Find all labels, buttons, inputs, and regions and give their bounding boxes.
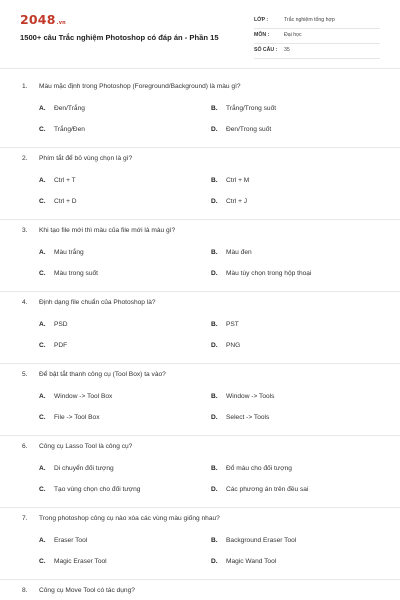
option-letter: A. [39, 465, 46, 472]
meta-label: SỐ CÂU : [254, 47, 278, 53]
answer-option[interactable] [211, 486, 308, 493]
option-text: File -> Tool Box [54, 414, 100, 421]
question-list [0, 76, 400, 600]
option-letter: B. [211, 537, 218, 544]
option-letter: D. [211, 270, 218, 277]
option-text: PSD [54, 321, 68, 328]
question-text: Để bật tắt thanh công cụ (Tool Box) ta vào? [39, 371, 166, 378]
option-letter: A. [39, 105, 46, 112]
option-letter: A. [39, 393, 46, 400]
question-number: 5. [22, 371, 28, 378]
option-text: Đen/Trong suốt [226, 126, 272, 133]
answer-option[interactable] [211, 537, 296, 544]
question-number: 8. [22, 587, 28, 594]
option-letter: B. [211, 177, 218, 184]
answer-option[interactable] [211, 465, 292, 472]
header-divider [0, 68, 400, 69]
meta-value: Trắc nghiệm tổng hợp [284, 17, 335, 23]
answer-option[interactable] [39, 126, 85, 133]
option-text: Magic Wand Tool [226, 558, 277, 565]
question-number: 7. [22, 515, 28, 522]
option-text: Màu trong suốt [54, 270, 98, 277]
answer-option[interactable] [39, 321, 68, 328]
question-item [0, 580, 400, 600]
document-meta [254, 14, 380, 59]
option-letter: C. [39, 198, 46, 205]
logo-suffix: .vn [56, 20, 66, 26]
option-letter: C. [39, 486, 46, 493]
page-header [0, 0, 400, 62]
option-text: PDF [54, 342, 68, 349]
question-item [0, 292, 400, 364]
option-letter: C. [39, 126, 46, 133]
option-letter: C. [39, 414, 46, 421]
answer-option[interactable] [39, 486, 140, 493]
site-logo[interactable] [20, 12, 66, 27]
question-item [0, 508, 400, 580]
option-text: Các phương án trên đều sai [226, 486, 309, 493]
option-text: Select -> Tools [226, 414, 270, 421]
question-number: 2. [22, 155, 28, 162]
answer-option[interactable] [211, 342, 240, 349]
question-text: Trong photoshop công cụ nào xóa các vùng màu giống nhau? [39, 515, 220, 522]
option-text: Window -> Tools [226, 393, 275, 400]
answer-option[interactable] [39, 270, 98, 277]
option-letter: B. [211, 105, 218, 112]
question-number: 3. [22, 227, 28, 234]
option-text: Eraser Tool [54, 537, 88, 544]
meta-row-count [254, 44, 380, 59]
answer-option[interactable] [39, 249, 84, 256]
answer-option[interactable] [211, 177, 249, 184]
option-text: Ctrl + J [226, 198, 248, 205]
question-number: 4. [22, 299, 28, 306]
option-text: PNG [226, 342, 241, 349]
question-item [0, 364, 400, 436]
option-letter: D. [211, 198, 218, 205]
question-number: 6. [22, 443, 28, 450]
meta-row-class [254, 14, 380, 29]
option-letter: A. [39, 321, 46, 328]
answer-option[interactable] [39, 342, 67, 349]
answer-option[interactable] [39, 414, 100, 421]
answer-option[interactable] [211, 321, 239, 328]
answer-option[interactable] [211, 249, 252, 256]
option-text: Màu trắng [54, 249, 84, 256]
option-text: Trắng/Trong suốt [226, 105, 277, 112]
question-text: Định dạng file chuẩn của Photoshop là? [39, 299, 156, 306]
question-text: Công cụ Move Tool có tác dụng? [39, 587, 135, 594]
option-text: Tạo vùng chọn cho đối tượng [54, 486, 141, 493]
answer-option[interactable] [39, 393, 112, 400]
answer-option[interactable] [211, 414, 269, 421]
option-text: Màu đen [226, 249, 252, 256]
option-letter: C. [39, 270, 46, 277]
question-item [0, 436, 400, 508]
option-letter: A. [39, 249, 46, 256]
meta-row-subject [254, 29, 380, 44]
option-text: Window -> Tool Box [54, 393, 113, 400]
option-text: Trắng/Đen [54, 126, 85, 133]
option-text: Background Eraser Tool [226, 537, 297, 544]
option-letter: D. [211, 126, 218, 133]
option-text: Ctrl + T [54, 177, 76, 184]
option-letter: D. [211, 486, 218, 493]
answer-option[interactable] [211, 198, 247, 205]
option-letter: A. [39, 177, 46, 184]
question-number: 1. [22, 83, 28, 90]
option-text: Di chuyển đối tượng [54, 465, 114, 472]
answer-option[interactable] [211, 126, 271, 133]
document-title: 1500+ câu Trắc nghiệm Photoshop có đáp án - Phần 15 [20, 33, 219, 42]
answer-option[interactable] [211, 393, 274, 400]
option-letter: B. [211, 465, 218, 472]
option-text: PST [226, 321, 239, 328]
option-letter: D. [211, 414, 218, 421]
option-text: Đen/Trắng [54, 105, 85, 112]
question-text: Màu mặc định trong Photoshop (Foreground/Background) là màu gì? [39, 83, 241, 90]
answer-option[interactable] [211, 558, 276, 565]
answer-option[interactable] [211, 270, 311, 277]
answer-option[interactable] [39, 558, 107, 565]
meta-value: 35 [284, 47, 290, 53]
question-text: Phím tắt để bỏ vùng chọn là gì? [39, 155, 133, 162]
option-letter: B. [211, 249, 218, 256]
answer-option[interactable] [39, 105, 85, 112]
option-text: Magic Eraser Tool [54, 558, 107, 565]
answer-option[interactable] [39, 198, 77, 205]
option-letter: A. [39, 537, 46, 544]
question-item [0, 148, 400, 220]
option-letter: D. [211, 342, 218, 349]
meta-label: MÔN : [254, 32, 270, 38]
question-item [0, 76, 400, 148]
option-text: Ctrl + M [226, 177, 250, 184]
option-letter: C. [39, 558, 46, 565]
option-letter: C. [39, 342, 46, 349]
question-item [0, 220, 400, 292]
answer-option[interactable] [211, 105, 276, 112]
answer-option[interactable] [39, 177, 76, 184]
answer-option[interactable] [39, 465, 114, 472]
meta-label: LỚP : [254, 17, 269, 23]
answer-option[interactable] [39, 537, 87, 544]
option-text: Ctrl + D [54, 198, 77, 205]
option-letter: B. [211, 321, 218, 328]
option-letter: D. [211, 558, 218, 565]
question-text: Khi tạo file mới thì màu của file mới là màu gì? [39, 227, 176, 234]
meta-value: Đại học [284, 32, 302, 38]
option-text: Đổ màu cho đối tượng [226, 465, 292, 472]
question-text: Công cụ Lasso Tool là công cụ? [39, 443, 133, 450]
option-text: Màu tùy chọn trong hộp thoại [226, 270, 312, 277]
logo-text: 2048 [20, 12, 56, 27]
option-letter: B. [211, 393, 218, 400]
